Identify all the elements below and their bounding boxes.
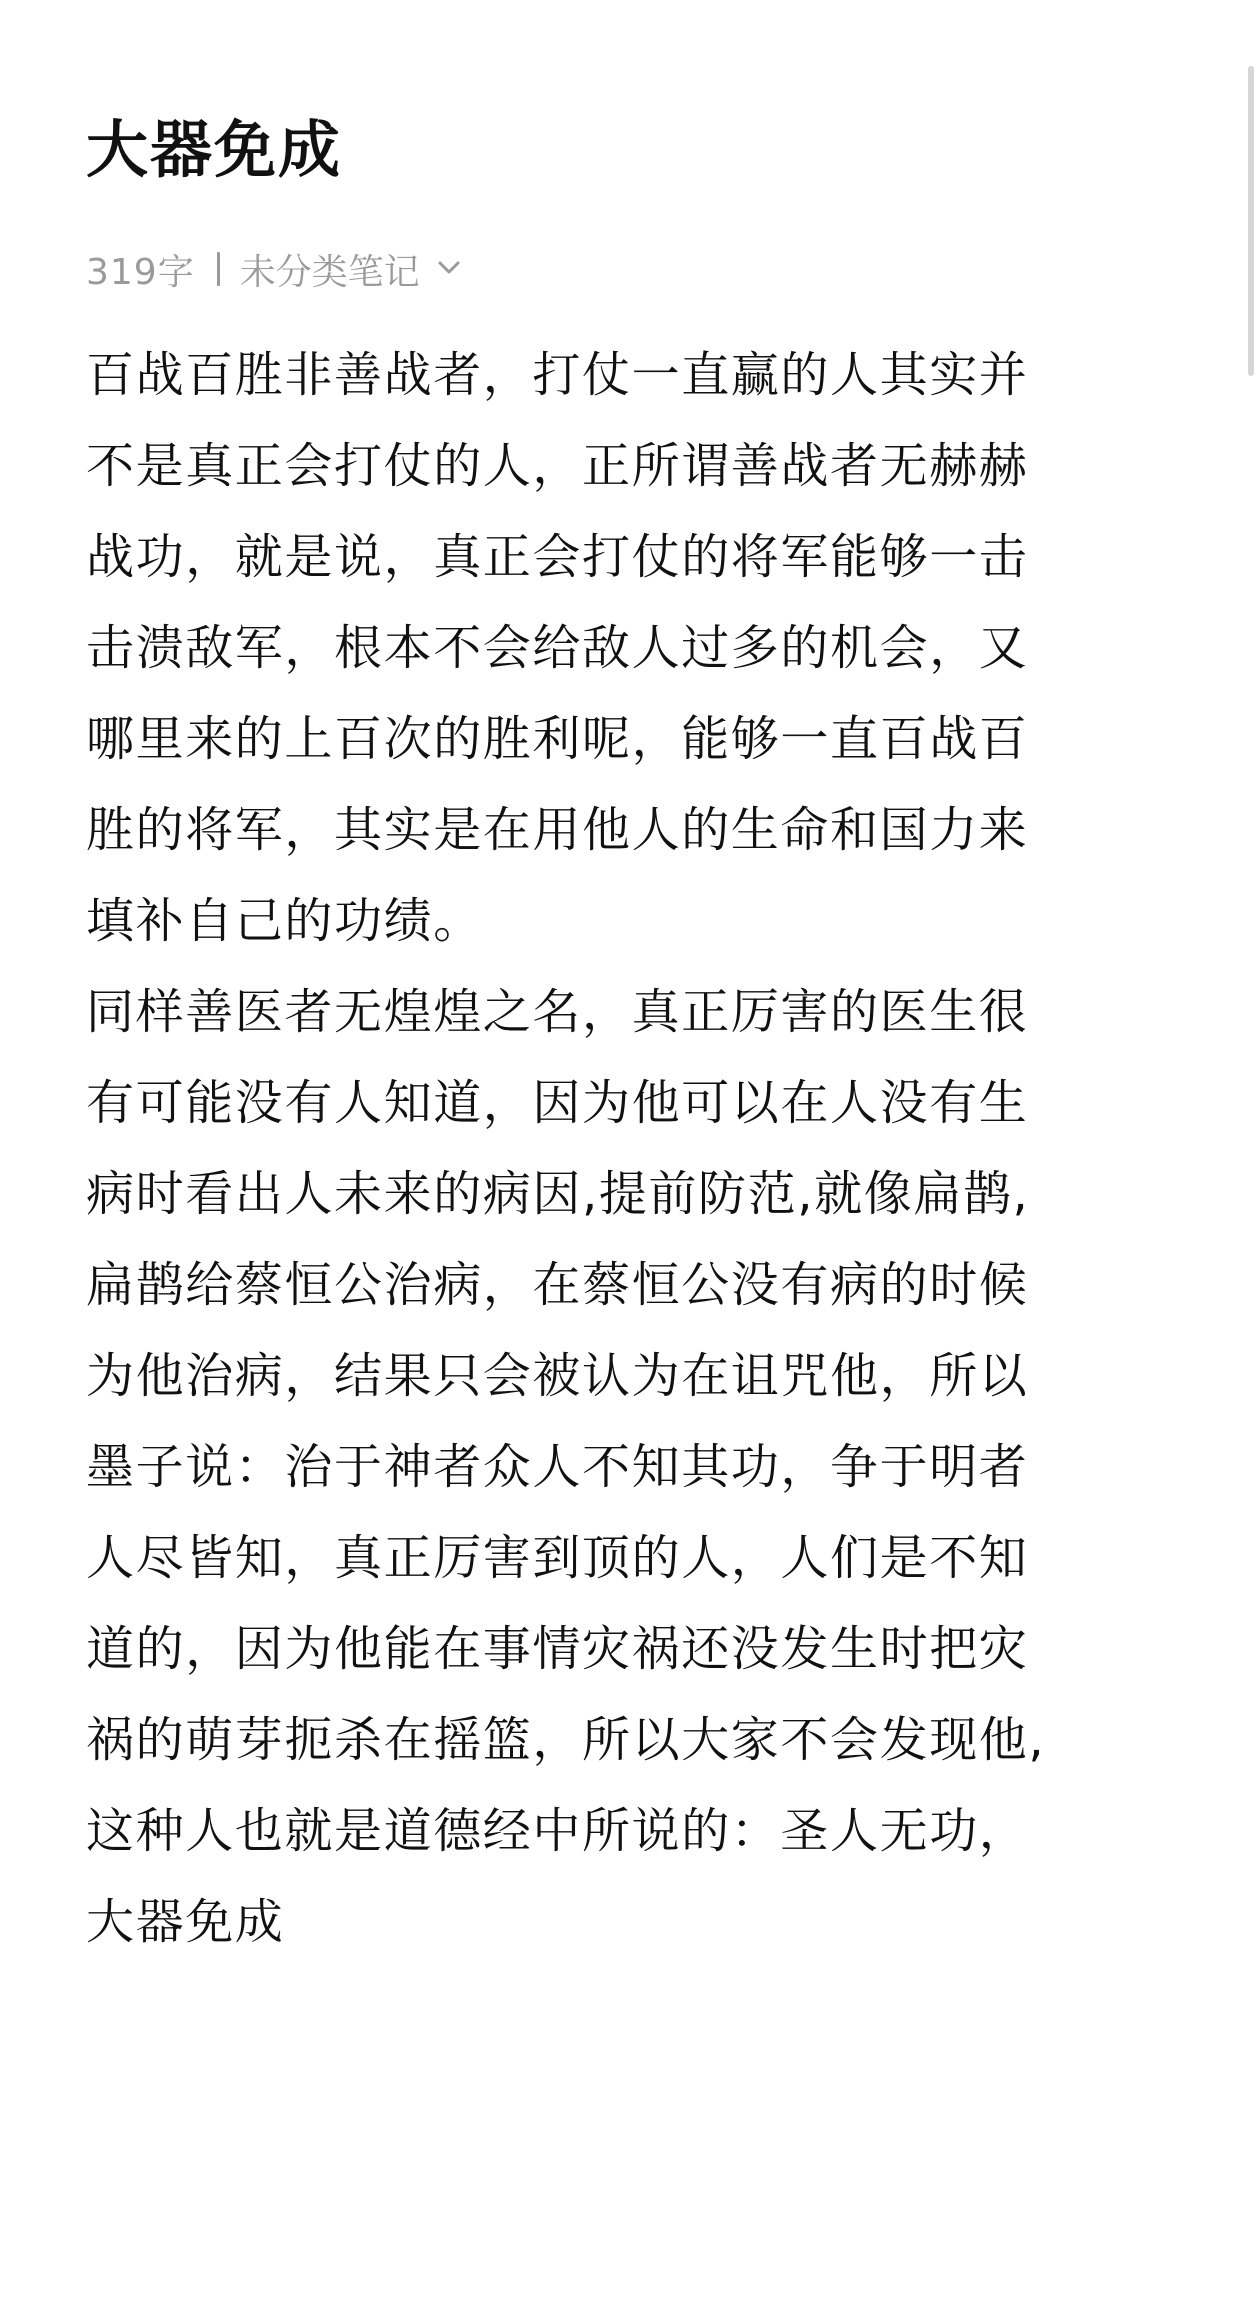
body-line: 大器免成 <box>86 1894 285 1950</box>
meta-divider <box>217 252 220 286</box>
body-line: 击溃敌军，根本不会给敌人过多的机会，又 <box>86 620 1029 676</box>
body-line: 有可能没有人知道，因为他可以在人没有生 <box>86 1075 1029 1131</box>
body-line: 扁鹊给蔡恒公治病，在蔡恒公没有病的时候 <box>86 1257 1029 1313</box>
body-line: 墨子说：治于神者众人不知其功，争于明者 <box>86 1439 1029 1495</box>
body-line: 为他治病，结果只会被认为在诅咒他，所以 <box>86 1348 1029 1404</box>
body-line: 同样善医者无煌煌之名，真正厉害的医生很 <box>86 984 1029 1040</box>
body-line: 人尽皆知，真正厉害到顶的人，人们是不知 <box>86 1530 1029 1586</box>
body-line: 祸的萌芽扼杀在摇篮，所以大家不会发现他, <box>86 1712 1046 1768</box>
scrollbar[interactable] <box>1248 66 1254 376</box>
body-line: 这种人也就是道德经中所说的：圣人无功， <box>86 1803 1029 1859</box>
note-meta <box>86 242 1186 296</box>
body-line: 胜的将军，其实是在用他人的生命和国力来 <box>86 802 1029 858</box>
note-content <box>86 100 1186 1968</box>
body-line: 哪里来的上百次的胜利呢，能够一直百战百 <box>86 711 1029 767</box>
body-line: 填补自己的功绩。 <box>86 893 483 949</box>
note-title[interactable]: 大器免成 <box>86 113 343 186</box>
chevron-down-icon[interactable] <box>434 250 464 280</box>
body-line: 道的，因为他能在事情灾祸还没发生时把灾 <box>86 1621 1029 1677</box>
body-line: 病时看出人未来的病因,提前防范,就像扁鹊, <box>86 1166 1030 1222</box>
body-line: 百战百胜非善战者，打仗一直赢的人其实并 <box>86 347 1029 403</box>
note-body[interactable] <box>86 330 1186 1968</box>
word-count: 319字 <box>86 251 195 293</box>
body-line: 战功，就是说，真正会打仗的将军能够一击 <box>86 529 1029 585</box>
category-selector[interactable]: 未分类笔记 <box>239 251 420 293</box>
body-line: 不是真正会打仗的人，正所谓善战者无赫赫 <box>86 438 1029 494</box>
